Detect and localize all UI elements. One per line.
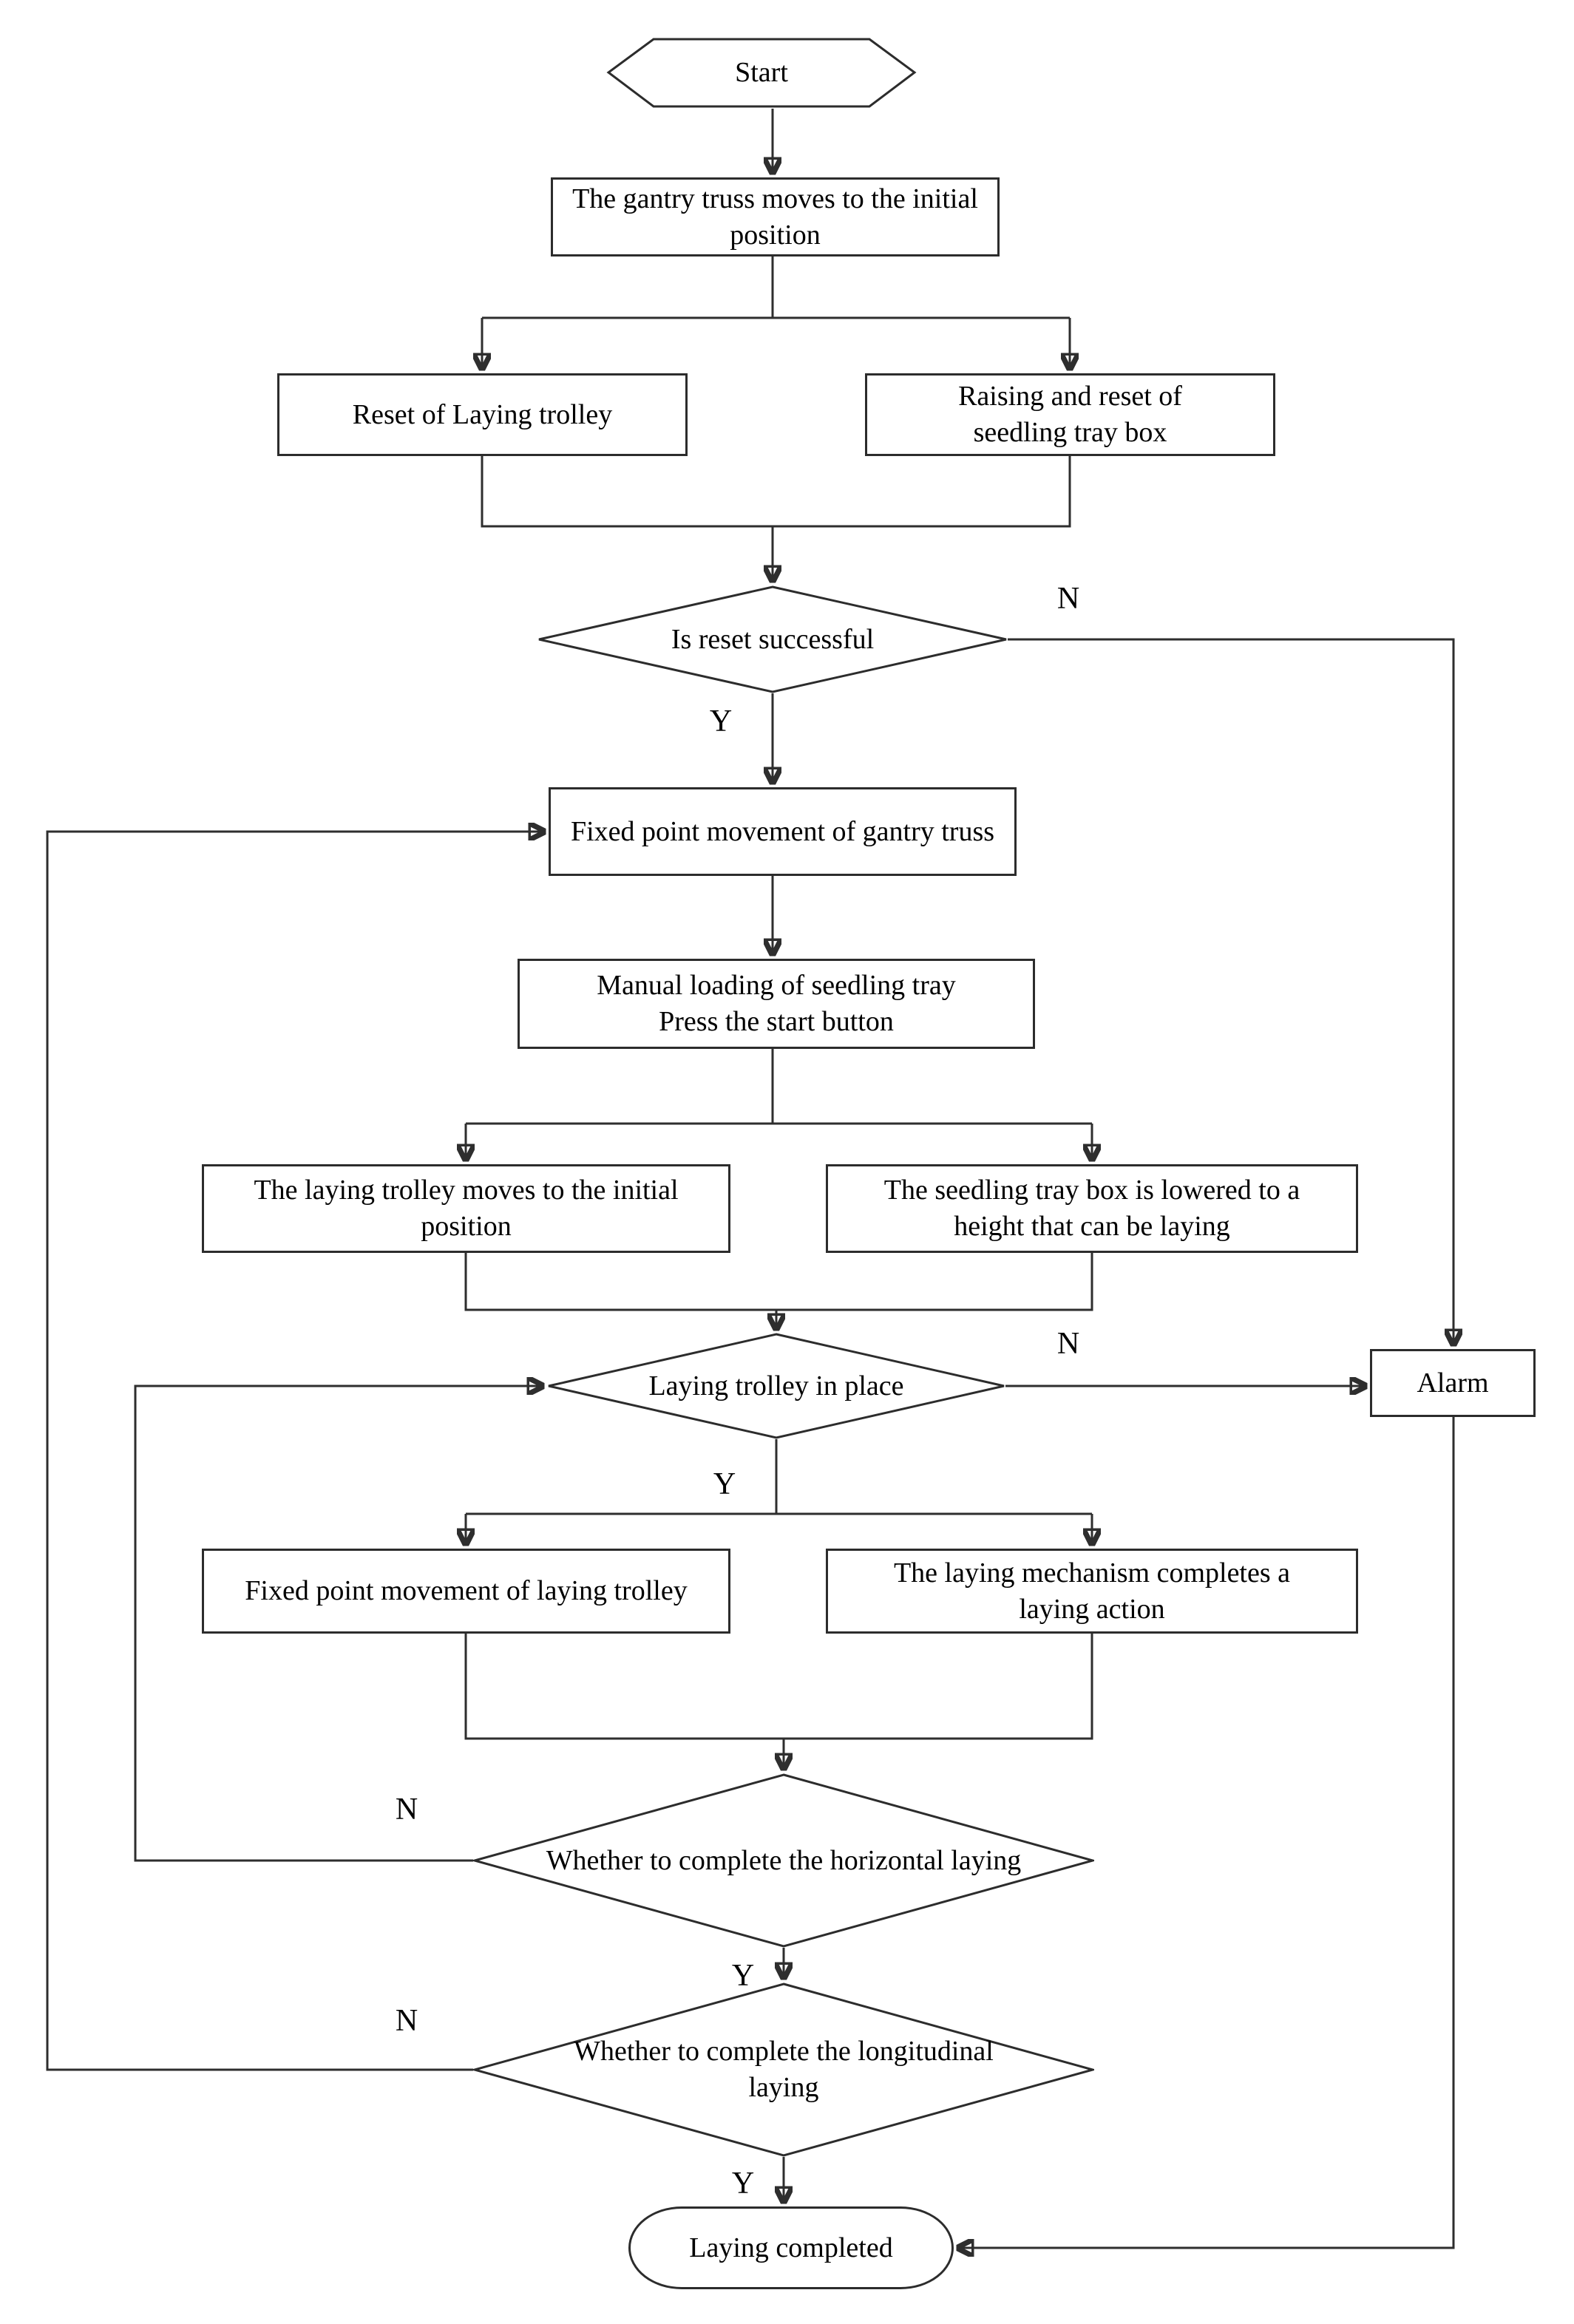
label-reset-success-no: N	[1056, 582, 1080, 616]
node-horizontal-laying	[473, 1773, 1094, 1948]
node-laying-fixed	[202, 1549, 730, 1634]
node-trolley-initial-label: The laying trolley moves to the initial position	[254, 1175, 679, 1242]
node-trolley-in-place	[547, 1333, 1005, 1439]
node-manual-loading-line2: Press the start button	[659, 1006, 894, 1037]
node-traybox-lowered-label: The seedling tray box is lowered to a height that can be laying	[883, 1175, 1300, 1242]
node-trolley-in-place-label: Laying trolley in place	[648, 1370, 904, 1401]
label-horizontal-yes: Y	[731, 1959, 755, 1993]
label-reset-success-yes: Y	[709, 704, 733, 738]
node-laying-fixed-label: Fixed point movement of laying trolley	[245, 1575, 688, 1607]
label-longitudinal-yes: Y	[731, 2167, 755, 2201]
node-reset-success	[537, 585, 1008, 693]
edge-reset-trolley-merge	[482, 456, 1070, 526]
node-start	[606, 37, 917, 109]
label-longitudinal-no: N	[395, 2004, 418, 2038]
node-alarm	[1370, 1349, 1536, 1417]
edge-laying-fixed-merge	[466, 1634, 1092, 1739]
node-raising-reset-label: Raising and reset of seedling tray box	[958, 381, 1182, 448]
node-laying-completed-label: Laying completed	[689, 2232, 893, 2263]
node-raising-reset	[865, 373, 1275, 456]
edge-trolley-initial-merge	[466, 1253, 1092, 1310]
node-manual-loading-line1: Manual loading of seedling tray	[597, 970, 956, 1002]
node-reset-trolley-label: Reset of Laying trolley	[352, 398, 613, 430]
node-manual-loading-label	[597, 968, 955, 1039]
node-manual-loading	[518, 959, 1035, 1049]
node-longitudinal-laying-label: Whether to complete the longitudinal laying	[574, 2036, 994, 2103]
label-trolley-in-place-yes: Y	[713, 1467, 736, 1501]
node-laying-action	[826, 1549, 1358, 1634]
node-gantry-fixed	[549, 787, 1017, 876]
node-gantry-fixed-label: Fixed point movement of gantry truss	[570, 815, 995, 847]
edge-longitudinal-no-loop	[47, 832, 544, 2070]
node-start-label: Start	[735, 57, 788, 89]
node-laying-action-label: The laying mechanism completes a laying action	[893, 1557, 1291, 1625]
label-horizontal-no: N	[395, 1793, 418, 1827]
node-gantry-initial	[551, 177, 1000, 256]
node-reset-success-label: Is reset successful	[671, 623, 875, 655]
node-trolley-initial	[202, 1164, 730, 1253]
node-reset-trolley	[277, 373, 688, 456]
node-longitudinal-laying	[473, 1982, 1094, 2157]
node-gantry-initial-label: The gantry truss moves to the initial position	[572, 183, 978, 251]
node-horizontal-laying-label: Whether to complete the horizontal laying	[546, 1844, 1022, 1876]
node-laying-completed	[628, 2206, 954, 2289]
node-alarm-label: Alarm	[1417, 1367, 1489, 1399]
label-trolley-in-place-no: N	[1056, 1327, 1080, 1361]
node-traybox-lowered	[826, 1164, 1358, 1253]
